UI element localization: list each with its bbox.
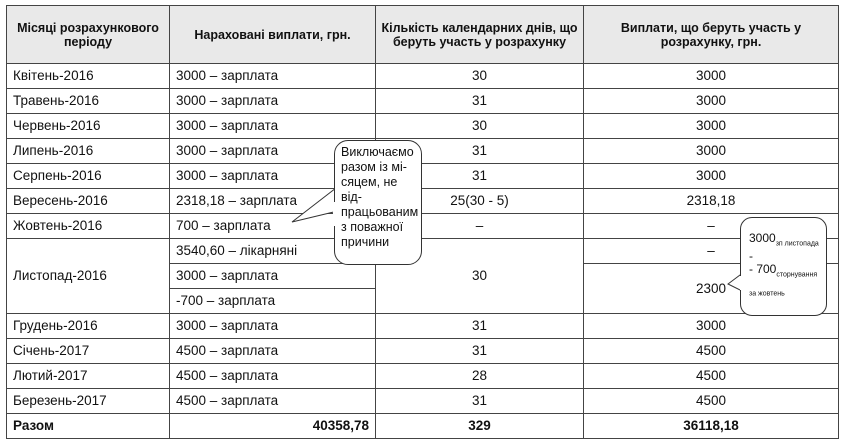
- total-days: 329: [376, 414, 584, 439]
- payments-table: [6, 5, 839, 439]
- table-row: [7, 189, 839, 214]
- cell-month: Листопад-2016: [7, 239, 170, 314]
- cell-days: 31: [376, 339, 584, 364]
- cell-days: 31: [376, 389, 584, 414]
- callout2-dash: -: [749, 249, 753, 264]
- table-row: [7, 214, 839, 239]
- callout2-b-sub: сторнування за жовтень: [749, 271, 818, 298]
- table-row: [7, 364, 839, 389]
- table-row: [7, 89, 839, 114]
- total-row: [7, 414, 839, 439]
- table-row-november: [7, 239, 839, 264]
- cell-days: 31: [376, 139, 584, 164]
- cell-payments: 3000: [584, 164, 839, 189]
- cell-accrued: 3000 – зарплата: [170, 264, 376, 289]
- table-row: [7, 64, 839, 89]
- cell-accrued: 4500 – зарплата: [170, 364, 376, 389]
- cell-accrued: 3000 – зарплата: [170, 89, 376, 114]
- header-payments: Виплати, що беруть участь у розрахунку, грн.: [584, 6, 839, 64]
- cell-month: Березень-2017: [7, 389, 170, 414]
- cell-month: Лютий-2017: [7, 364, 170, 389]
- cell-accrued: 3540,60 – лікарняні: [170, 239, 376, 264]
- cell-days: 31: [376, 164, 584, 189]
- callout-tail-cover: [333, 202, 339, 226]
- table-row: [7, 314, 839, 339]
- cell-month: Серпень-2016: [7, 164, 170, 189]
- table-row: [7, 139, 839, 164]
- header-month: Місяці розрахункового періоду: [7, 6, 170, 64]
- header-accrued: Нараховані виплати, грн.: [170, 6, 376, 64]
- cell-accrued: 3000 – зарплата: [170, 164, 376, 189]
- cell-payments: 3000: [584, 64, 839, 89]
- callout-line: причини: [341, 235, 390, 249]
- cell-payments: 3000: [584, 139, 839, 164]
- cell-accrued: 700 – зарплата: [170, 214, 376, 239]
- cell-accrued: 4500 – зарплата: [170, 389, 376, 414]
- cell-accrued: 3000 – зарплата: [170, 114, 376, 139]
- cell-payments: 2318,18: [584, 189, 839, 214]
- cell-month: Червень-2016: [7, 114, 170, 139]
- cell-month: Грудень-2016: [7, 314, 170, 339]
- cell-accrued: 4500 – зарплата: [170, 339, 376, 364]
- cell-month: Липень-2016: [7, 139, 170, 164]
- cell-days: 30: [376, 64, 584, 89]
- callout-line: Виключаємо: [341, 145, 414, 159]
- callout2-tail-cover: [740, 276, 744, 290]
- callout2-a-sub: зп листопада: [775, 240, 819, 248]
- callout2-b: - 700: [749, 262, 777, 277]
- callout2-a: 3000: [749, 231, 776, 245]
- table-row: [7, 114, 839, 139]
- cell-payments: 4500: [584, 364, 839, 389]
- callout-calculation-note: [740, 217, 827, 316]
- header-row: [7, 6, 839, 64]
- cell-payments: 2300: [584, 264, 839, 314]
- callout-line: сяцем, не від-: [341, 175, 398, 204]
- cell-days: 28: [376, 364, 584, 389]
- total-accrued: 40358,78: [170, 414, 376, 439]
- callout-line: з поважної: [341, 220, 404, 234]
- cell-days: 30: [376, 114, 584, 139]
- table-row: [7, 339, 839, 364]
- callout-line: разом із мі-: [341, 160, 407, 174]
- cell-accrued: 3000 – зарплата: [170, 314, 376, 339]
- cell-days: –: [376, 214, 584, 239]
- cell-accrued: 3000 – зарплата: [170, 64, 376, 89]
- cell-payments: 3000: [584, 89, 839, 114]
- total-label: Разом: [7, 414, 170, 439]
- cell-days: 30: [376, 239, 584, 314]
- callout-exclude-note: [334, 140, 422, 265]
- cell-month: Травень-2016: [7, 89, 170, 114]
- cell-month: Вересень-2016: [7, 189, 170, 214]
- cell-accrued: -700 – зарплата: [170, 289, 376, 314]
- callout-line: працьованим: [341, 205, 419, 219]
- cell-payments: 3000: [584, 314, 839, 339]
- cell-accrued: 3000 – зарплата: [170, 139, 376, 164]
- cell-payments: 4500: [584, 339, 839, 364]
- table-row: [7, 389, 839, 414]
- cell-payments: 4500: [584, 389, 839, 414]
- cell-payments-top: –: [584, 239, 839, 264]
- cell-days: 25(30 - 5): [376, 189, 584, 214]
- total-payments: 36118,18: [584, 414, 839, 439]
- table-row: [7, 164, 839, 189]
- cell-payments: –: [584, 214, 839, 239]
- cell-accrued: 2318,18 – зарплата: [170, 189, 376, 214]
- header-days: Кількість календарних днів, що беруть участь у розрахунку: [376, 6, 584, 64]
- cell-payments: 3000: [584, 114, 839, 139]
- cell-month: Січень-2017: [7, 339, 170, 364]
- cell-month: Жовтень-2016: [7, 214, 170, 239]
- cell-days: 31: [376, 89, 584, 114]
- cell-month: Квітень-2016: [7, 64, 170, 89]
- cell-days: 31: [376, 314, 584, 339]
